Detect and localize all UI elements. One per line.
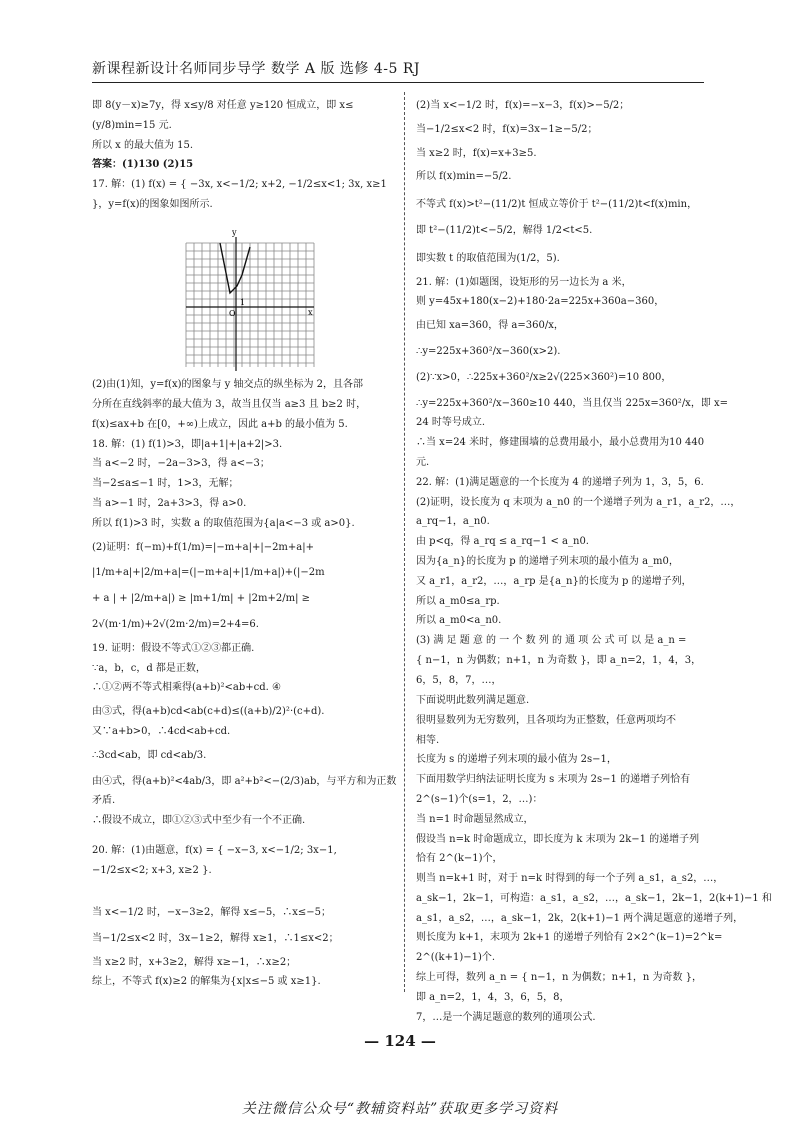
text-line: ∴当 x=24 米时，修建围墙的总费用最小，最小总费用为10 440 bbox=[416, 437, 705, 449]
text-line: 20. 解：(1)由题意，f(x) = { −x−3, x<−1/2; 3x−1, −1/2≤x<2; x+3, x≥2 }. bbox=[92, 844, 337, 876]
text-line: (2)证明，设长度为 q 末项为 a_n0 的一个递增子列为 a_r1，a_r2，…， bbox=[416, 496, 741, 508]
text-line: 当 n=1 时命题显然成立， bbox=[416, 813, 534, 825]
text-line: (2)∵x>0，∴225x+360²/x≥2√(225×360²)=10 800， bbox=[416, 371, 672, 383]
page-number: — 124 — bbox=[364, 1032, 436, 1050]
text-line: ∴y=225x+360²/x−360(x>2). bbox=[416, 345, 561, 357]
text-line: 假设当 n=k 时命题成立，即长度为 k 末项为 2k−1 的递增子列 bbox=[416, 833, 700, 845]
text-line: ∴①②两不等式相乘得(a+b)²<ab+cd. ④ bbox=[92, 682, 281, 694]
text-line: 17. 解：(1) f(x) = { −3x, x<−1/2; x+2, −1/2≤x<1; 3x, x≥1 }，y=f(x)的图象如图所示. bbox=[92, 179, 387, 211]
text-line: 由已知 xa=360，得 a=360/x， bbox=[416, 320, 564, 332]
text-line: 则 y=45x+180(x−2)+180·2a=225x+360a−360， bbox=[416, 296, 665, 308]
text-line: (2)证明：f(−m)+f(1/m)=|−m+a|+|−2m+a|+ bbox=[92, 541, 315, 553]
text-line: 由④式，得(a+b)²<4ab/3，即 a²+b²<−(2/3)ab，与平方和为正数 bbox=[92, 775, 397, 787]
header-title: 新课程新设计名师同步导学 数学 A 版 选修 4-5 RJ bbox=[92, 61, 421, 77]
right-column bbox=[416, 96, 772, 1028]
text-line: 所以 f(x)min=−5/2. bbox=[416, 171, 512, 183]
text-line: ∴3cd<ab，即 cd<ab/3. bbox=[92, 749, 207, 761]
text-line: 矛盾. bbox=[92, 795, 116, 807]
text-line: 下面说明此数列满足题意. bbox=[416, 694, 530, 706]
text-line: 21. 解：(1)如题图，设矩形的另一边长为 a 米， bbox=[416, 276, 632, 288]
text-line: f(x)≤ax+b 在[0，+∞)上成立，因此 a+b 的最小值为 5. bbox=[92, 418, 348, 430]
text-line: a_sk−1，2k−1，可构造：a_s1，a_s2，…，a_sk−1，2k−1，2(k+1)−1 和 bbox=[416, 892, 772, 904]
text-line: 相等. bbox=[416, 734, 440, 746]
text-line: a_rq−1，a_n0. bbox=[416, 516, 490, 528]
text-line: + a | + |2/m+a|) ≥ |m+1/m| + |2m+2/m| ≥ bbox=[92, 593, 311, 605]
text-line: 不等式 f(x)>t²−(11/2)t 恒成立等价于 t²−(11/2)t<f(x)min， bbox=[416, 199, 698, 211]
origin-label: O bbox=[229, 309, 236, 319]
text-line: 所以 a_m0≤a_rp. bbox=[416, 595, 500, 607]
text-line: 综上可得，数列 a_n = { n−1，n 为偶数；n+1，n 为奇数 }，即 a_n=2，1，4，3，6，5，8， bbox=[416, 972, 703, 1003]
text-line: 长度为 s 的递增子列末项的最小值为 2s−1， bbox=[416, 754, 617, 766]
text-line: 因为{a_n}的长度为 p 的递增子列末项的最小值为 a_m0， bbox=[416, 555, 679, 567]
text-line: 所以 a_m0<a_n0. bbox=[416, 615, 502, 627]
text-line: 当 a>−1 时，2a+3>3，得 a>0. bbox=[92, 497, 247, 509]
page-header bbox=[92, 56, 704, 83]
text-line: a_s1，a_s2，…，a_sk−1，2k，2(k+1)−1 两个满足题意的递增子列， bbox=[416, 912, 744, 924]
text-line: 由 p<q，得 a_rq ≤ a_rq−1 < a_n0. bbox=[416, 536, 589, 548]
graph-svg bbox=[180, 228, 320, 371]
text-line: 当 x≥2 时，f(x)=x+3≥5. bbox=[416, 147, 537, 159]
text-line: 当 a<−2 时，−2a−3>3，得 a<−3； bbox=[92, 458, 270, 470]
text-line: 又 a_r1，a_r2，…，a_rp 是{a_n}的长度为 p 的递增子列， bbox=[416, 575, 692, 587]
text-line: 很明显数列为无穷数列，且各项均为正整数，任意两项均不 bbox=[416, 714, 676, 726]
text-line: (y/8)min=15 元. bbox=[92, 119, 172, 131]
text-line: 18. 解：(1) f(1)>3，即|a+1|+|a+2|>3. bbox=[92, 438, 283, 450]
answer-line: 答案：(1)130 (2)15 bbox=[92, 159, 194, 171]
text-line: 22. 解：(1)满足题意的一个长度为 4 的递增子列为 1，3，5，6. bbox=[416, 476, 704, 488]
text-line: 即 t²−(11/2)t<−5/2，解得 1/2<t<5. bbox=[416, 224, 593, 236]
text-line: 7，…是一个满足题意的数列的通项公式. bbox=[416, 1012, 596, 1024]
text-line: ∵a，b，c，d 都是正数， bbox=[92, 662, 206, 674]
text-line: 当−1/2≤x<2 时，f(x)=3x−1≥−5/2； bbox=[416, 123, 598, 135]
text-line: 2^(s−1)个(s=1，2，…)： bbox=[416, 793, 543, 805]
text-line: 则当 n=k+1 时，对于 n=k 时得到的每一个子列 a_s1，a_s2，…， bbox=[416, 873, 724, 885]
text-line: 所以 f(1)>3 时，实数 a 的取值范围为{a|a<−3 或 a>0}. bbox=[92, 517, 355, 529]
text-line: ∴y=225x+360²/x−360≥10 440，当且仅当 225x=360²/x，即 x= bbox=[416, 397, 729, 409]
text-line: 下面用数学归纳法证明长度为 s 末项为 2s−1 的递增子列恰有 bbox=[416, 774, 691, 786]
text-line: 所以 x 的最大值为 15. bbox=[92, 139, 194, 151]
column-divider bbox=[404, 92, 405, 992]
text-line: |1/m+a|+|2/m+a|=(|−m+a|+|1/m+a|)+(|−2m bbox=[92, 567, 325, 579]
text-line: 当−2≤a≤−1 时，1>3，无解； bbox=[92, 478, 239, 490]
text-line: 分所在直线斜率的最大值为 3，故当且仅当 a≥3 且 b≥2 时， bbox=[92, 398, 367, 410]
text-line: (2)当 x<−1/2 时，f(x)=−x−3，f(x)>−5/2； bbox=[416, 100, 630, 111]
footer-note: 关注微信公众号“教辅资料站”获取更多学习资料 bbox=[241, 1101, 559, 1117]
text-line: 19. 证明：假设不等式①②③都正确. bbox=[92, 642, 255, 654]
text-line: 则长度为 k+1，末项为 2k+1 的递增子列恰有 2×2^(k−1)=2^k= bbox=[416, 932, 723, 944]
text-line: 即实数 t 的取值范围为(1/2，5). bbox=[416, 252, 560, 264]
text-line: 24 时等号成立. bbox=[416, 417, 486, 429]
graph-curve bbox=[220, 243, 250, 293]
text-line: 当 x<−1/2 时，−x−3≥2，解得 x≤−5，∴x≤−5； bbox=[92, 906, 332, 918]
text-line: ∴假设不成立，即①②③式中至少有一个不正确. bbox=[92, 815, 306, 827]
text-line: (3) 满 足 题 意 的 一 个 数 列 的 通 项 公 式 可 以 是 a_n = bbox=[416, 635, 687, 647]
text-line: 当−1/2≤x<2 时，3x−1≥2，解得 x≥1，∴1≤x<2； bbox=[92, 932, 339, 944]
text-line: { n−1，n 为偶数；n+1，n 为奇数 }，即 a_n=2，1，4，3，6，5，8，7，…， bbox=[416, 654, 702, 686]
function-graph bbox=[180, 228, 320, 371]
y-axis-label: y bbox=[232, 228, 237, 238]
left-column bbox=[92, 96, 397, 992]
text-line: 当 x≥2 时，x+3≥2，解得 x≥−1，∴x≥2； bbox=[92, 956, 297, 968]
text-line: 综上，不等式 f(x)≥2 的解集为{x|x≤−5 或 x≥1}. bbox=[92, 976, 321, 988]
text-line: 元. bbox=[416, 456, 430, 468]
text-line: 由③式，得(a+b)cd<ab(c+d)≤((a+b)/2)²·(c+d). bbox=[92, 706, 325, 718]
text-line: 即 8(y－x)≥7y，得 x≤y/8 对任意 y≥120 恒成立，即 x≤ bbox=[92, 100, 354, 111]
text-line: 恰有 2^(k−1)个， bbox=[416, 853, 503, 865]
text-line: 2^((k+1)−1)个. bbox=[416, 952, 496, 964]
tick-label: 1 bbox=[240, 298, 246, 308]
text-line: 2√(m·1/m)+2√(2m·2/m)=2+4=6. bbox=[92, 618, 259, 630]
text-line: (2)由(1)知，y=f(x)的图象与 y 轴交点的纵坐标为 2，且各部 bbox=[92, 379, 364, 391]
text-line: 又∵a+b>0，∴4cd<ab+cd. bbox=[92, 725, 231, 737]
x-axis-label: x bbox=[308, 308, 313, 318]
